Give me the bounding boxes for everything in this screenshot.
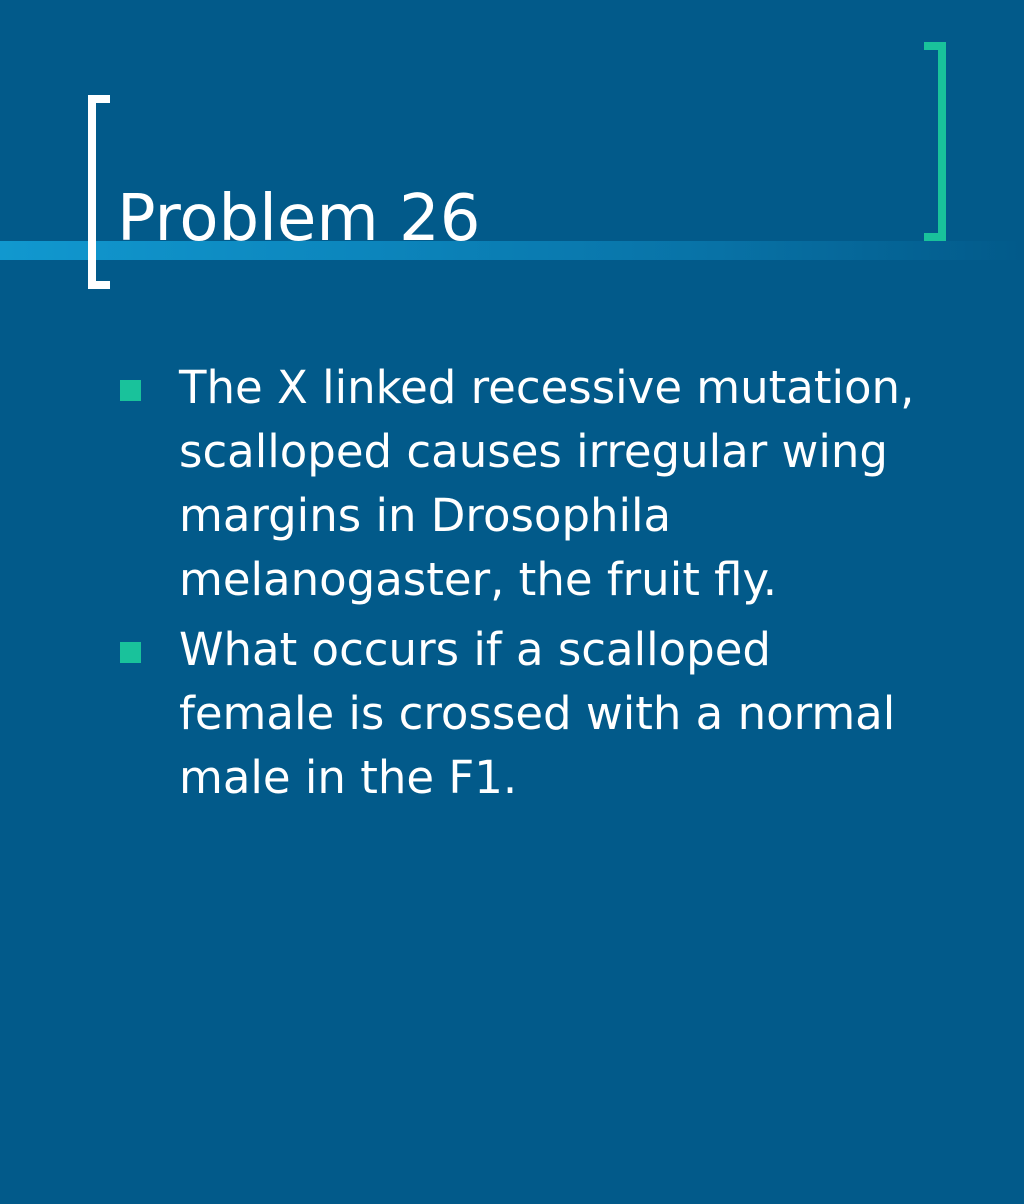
bullet-text: The X linked recessive mutation, scalloped causes irregular wing margins in Drosophila melanogaster, the fruit fly. (179, 361, 915, 606)
bullet-item (120, 356, 920, 612)
bullet-text: What occurs if a scalloped female is crossed with a normal male in the F1. (179, 623, 896, 804)
square-bullet-icon (120, 642, 141, 663)
left-bracket-decoration (88, 95, 110, 289)
bullet-list (120, 356, 920, 816)
bullet-item (120, 618, 920, 810)
square-bullet-icon (120, 380, 141, 401)
page-title: Problem 26 (117, 182, 481, 256)
right-bracket-decoration (924, 42, 946, 241)
